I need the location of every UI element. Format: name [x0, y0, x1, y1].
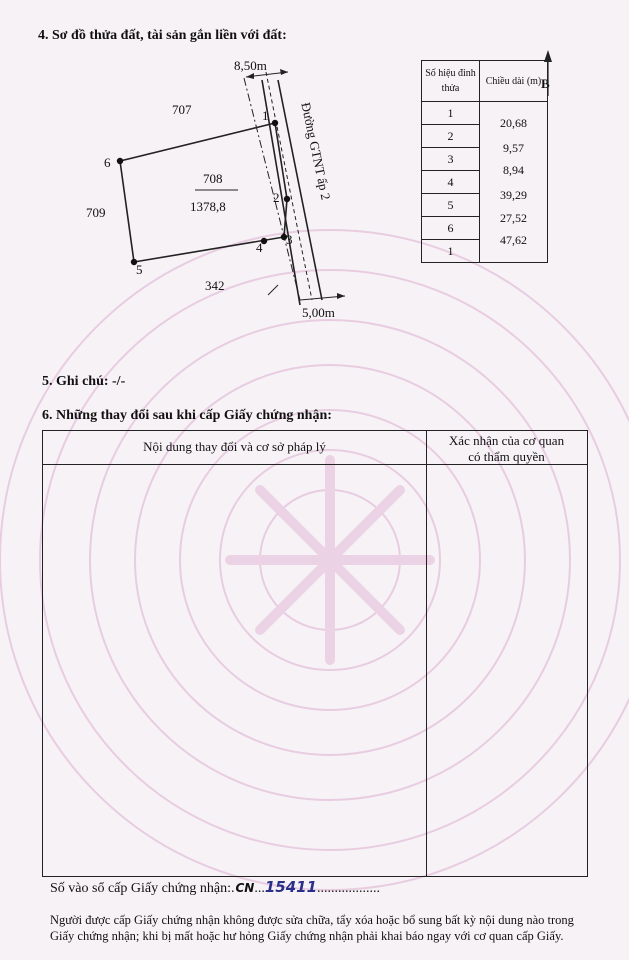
- edge-length: 47,62: [500, 233, 527, 247]
- vertex-id: 4: [422, 171, 480, 194]
- edge-length: 8,94: [503, 163, 524, 177]
- vertex-id: 3: [422, 148, 480, 171]
- north-label: B: [541, 76, 550, 91]
- footer-note: Người được cấp Giấy chứng nhận không được sửa chữa, tẩy xóa hoặc bổ sung bất kỳ nội dung nào trong Giấy chứng nhận; khi bị mất hoặc hư hỏng Giấy chứng nhận phải khai báo ngay với cơ quan cấp Giấy.: [50, 913, 574, 943]
- vertex-6: [117, 158, 123, 164]
- vertex-2: [284, 196, 290, 202]
- vertex-id: 5: [422, 194, 480, 217]
- vertex-5-label: 5: [136, 262, 143, 277]
- vertex-4-label: 4: [256, 240, 263, 255]
- vertex-2-label: 2: [273, 190, 280, 205]
- road-width-top: 8,50m: [234, 58, 267, 73]
- registry-line: Số vào sổ cấp Giấy chứng nhận:.CN...15411..................: [50, 878, 381, 896]
- vertex-1-label: 1: [262, 108, 269, 123]
- vertex-table-header-length: Chiều dài (m): [480, 61, 548, 102]
- edge-length: 9,57: [503, 141, 524, 155]
- vertex-id: 1: [422, 102, 480, 125]
- road-width-bottom: 5,00m: [302, 305, 335, 320]
- changes-table: [42, 430, 588, 877]
- edge-length: 27,52: [500, 211, 527, 225]
- parcel-number: 708: [203, 171, 223, 186]
- changes-col-content-header: Nội dung thay đổi và cơ sở pháp lý: [143, 439, 326, 454]
- section-6-heading: 6. Những thay đổi sau khi cấp Giấy chứng nhận:: [42, 408, 332, 423]
- lengths-column: [480, 102, 548, 263]
- edge-length: 20,68: [500, 116, 527, 130]
- vertex-table-header-id: Số hiệu đỉnh thửa: [422, 61, 480, 102]
- neighbor-north-label: 707: [172, 102, 192, 117]
- parcel-area: 1378,8: [190, 199, 226, 214]
- registry-label: Số vào sổ cấp Giấy chứng nhận:: [50, 881, 231, 896]
- vertex-1: [272, 120, 278, 126]
- changes-table-divider: [426, 431, 427, 876]
- road-centerline-1: [244, 78, 300, 300]
- vertex-6-label: 6: [104, 155, 111, 170]
- changes-col-confirmation-header: Xác nhận của cơ quan có thẩm quyền: [448, 433, 565, 464]
- registry-prefix: CN: [235, 881, 255, 895]
- vertex-id: 6: [422, 217, 480, 240]
- vertex-3-label: 3: [286, 232, 293, 247]
- road-name: Đường GTNT ấp 2: [298, 101, 334, 202]
- registry-number: 15411: [264, 878, 318, 896]
- vertex-id: 2: [422, 125, 480, 148]
- edge-length: 39,29: [500, 188, 527, 202]
- vertex-table: [421, 60, 548, 263]
- vertex-id: 1: [422, 240, 480, 263]
- section-5-heading: 5. Ghi chú: -/-: [42, 374, 126, 389]
- neighbor-west-label: 709: [86, 205, 106, 220]
- section-4-heading: 4. Sơ đồ thửa đất, tài sản gắn liền với đất:: [38, 28, 287, 43]
- neighbor-south-label: 342: [205, 278, 225, 293]
